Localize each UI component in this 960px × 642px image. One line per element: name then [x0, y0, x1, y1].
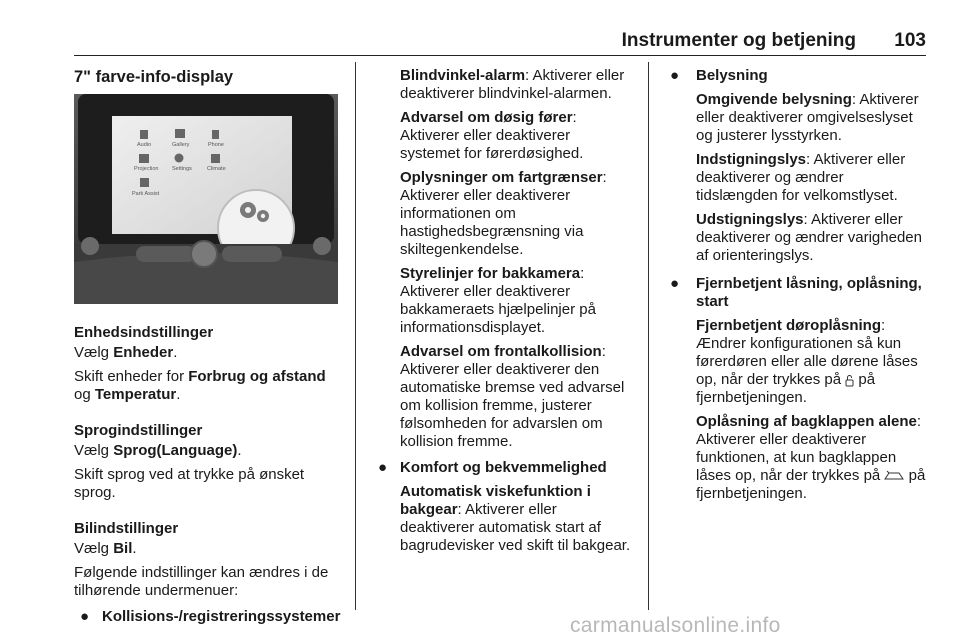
home-button-right	[313, 237, 331, 255]
item-door-unlock: Fjernbetjent døroplåsning: Ændrer konfigurationen så kun førerdøren eller alle dørene låses op, når der trykkes på på fjernbetjeningen.	[696, 317, 918, 406]
language-heading: Sprogindstillinger	[74, 422, 203, 439]
bullet-dot: ●	[670, 67, 680, 84]
unlock-icon	[845, 374, 854, 387]
item-exit-light: Udstigningslys: Aktiverer eller deaktiverer og ændrer varigheden af orienteringslys.	[696, 211, 922, 264]
car-text: Følgende indstillinger kan ændres i de tilhørende undermenuer:	[74, 564, 329, 599]
item-tailgate-unlock: Oplåsning af bagklappen alene: Aktiverer eller deaktiverer funktionen, at kun bagklappen låses op, når der trykkes på på fjernbetjeningen.	[696, 413, 926, 502]
units-heading: Enhedsindstillinger	[74, 324, 214, 341]
item-drowsy: Advarsel om døsig fører: Aktiverer eller deaktiverer systemet for førerdøsighed.	[400, 109, 584, 162]
projection-label: Projection	[134, 166, 159, 172]
units-change: Skift enheder for Forbrug og afstand og Temperatur.	[74, 368, 326, 403]
item-speed-limit: Oplysninger om fartgrænser: Aktiverer eller deaktiverer informationen om hastighedsbegrænsning via skiltegenkendelse.	[400, 169, 607, 258]
park-assist-label: Park Assist	[132, 191, 160, 197]
bullet-lighting: ● Belysning Omgivende belysning: Aktiverer eller deaktiverer omgivelseslyset og justerer lysstyrken. Indstigningslys: Aktiverer eller deaktiverer og ændrer tidslængden for velkomstlyset. Udstigningslys: Aktiverer eller deaktiverer og ændrer varigheden af orienteringslys.	[670, 67, 926, 265]
section-title: 7" farve-info-display	[74, 68, 234, 86]
phone-label: Phone	[208, 142, 224, 148]
settings-label: Settings	[172, 166, 192, 172]
car-heading: Bilindstillinger	[74, 520, 179, 537]
header-rule	[74, 55, 926, 56]
column-divider-1	[355, 62, 356, 610]
bullet-dot: ●	[80, 608, 90, 625]
tailgate-icon	[884, 470, 904, 482]
item-rear-camera: Styrelinjer for bakkamera: Aktiverer eller deaktiverer bakkameraets hjælpelinjer på informationsdisplayet.	[400, 265, 596, 336]
item-front-collision: Advarsel om frontalkollision: Aktiverer eller deaktiverer den automatiske bremse ved advarsel om kollision fremme, justerer følsomheden for advarslen om kollision fremme.	[400, 343, 625, 450]
units-select: Vælg Enheder.	[74, 344, 178, 361]
item-entry-light: Indstigningslys: Aktiverer eller deaktiverer og ændrer tidslængden for velkomstlyset.	[696, 151, 906, 204]
bullet-dot: ●	[670, 275, 680, 292]
bullet-collision: ● Kollisions-/registreringssystemer	[80, 608, 341, 625]
page-number: 103	[894, 30, 926, 51]
page-header	[74, 30, 926, 56]
home-button-left	[81, 237, 99, 255]
bullet-remote: ● Fjernbetjent låsning, oplåsning, start Fjernbetjent døroplåsning: Ændrer konfigurationen så kun førerdøren eller alle dørene låses op, når der trykkes på på fjernbetjeningen. Oplåsning af bagklappen alene: Aktiverer eller deaktiverer funktionen, at kun bagklappen låses op, når der trykkes på på fjernbetjeningen.	[670, 275, 926, 502]
climate-label: Climate	[207, 166, 226, 172]
bullet-comfort: ● Komfort og bekvemmelighed Automatisk viskefunktion i bakgear: Aktiverer eller deaktiverer automatisk start af bagrudevisker ved skift til bakgear.	[378, 459, 634, 555]
bullet-dot: ●	[378, 459, 388, 476]
watermark: carmanualsonline.info	[570, 614, 781, 637]
item-blind-spot: Blindvinkel-alarm: Aktiverer eller deaktiverer blindvinkel-alarmen.	[400, 67, 625, 102]
language-text: Skift sprog ved at trykke på ønsket sprog.	[74, 466, 305, 501]
column-3	[670, 67, 926, 503]
column-1	[74, 67, 346, 626]
volume-rocker-right	[222, 246, 282, 262]
header-title: Instrumenter og betjening	[621, 30, 856, 51]
language-select: Vælg Sprog(Language).	[74, 442, 242, 459]
volume-rocker-left	[136, 246, 196, 262]
control-knob	[191, 241, 217, 267]
item-ambient-light: Omgivende belysning: Aktiverer eller deaktiverer omgivelseslyset og justerer lysstyrken.	[696, 91, 919, 144]
display-photo	[74, 94, 338, 304]
item-rear-wiper: Automatisk viskefunktion i bakgear: Aktiverer eller deaktiverer automatisk start af bagrudevisker ved skift til bakgear.	[400, 483, 631, 554]
column-2	[378, 67, 634, 555]
car-select: Vælg Bil.	[74, 540, 137, 557]
column-divider-2	[648, 62, 649, 610]
audio-label: Audio	[137, 142, 152, 148]
gallery-label: Gallery	[172, 142, 190, 148]
